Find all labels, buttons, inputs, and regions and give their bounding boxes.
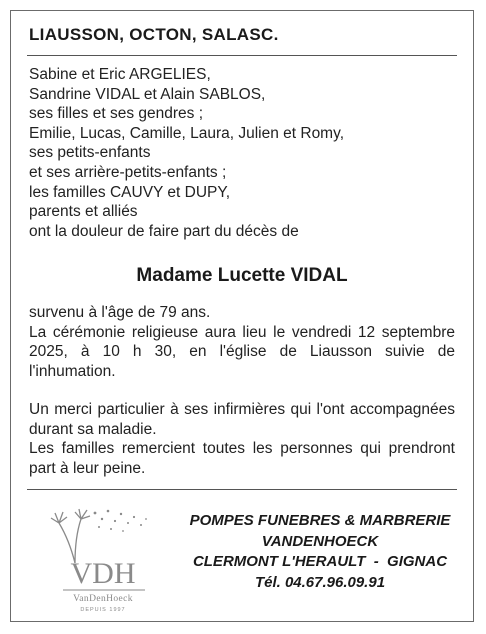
logo-name: VanDenHoeck (73, 594, 133, 604)
ceremony-text: La cérémonie religieuse aura lieu le vendredi 12 septembre 2025, à 10 h 30, en l'église de Liausson suivie de l'inhumation. (29, 323, 455, 380)
bottom-divider (27, 489, 457, 490)
family-line: parents et alliés (29, 203, 138, 221)
funeral-home-locations: CLERMONT L'HERAULT - GIGNAC (192, 553, 448, 570)
family-list (29, 65, 344, 241)
family-line: les familles CAUVY et DUPY, (29, 183, 231, 201)
funeral-home-phone: Tél. 04.67.96.09.91 (254, 573, 386, 591)
logo-since: DEPUIS 1997 (80, 607, 126, 613)
family-line: Emilie, Lucas, Camille, Laura, Julien et Romy, (29, 124, 345, 142)
family-line: et ses arrière-petits-enfants ; (29, 163, 227, 181)
funeral-home-title: POMPES FUNEBRES & MARBRERIE (189, 512, 451, 529)
funeral-home-name: VANDENHOECK (261, 532, 379, 550)
dandelion-icon (51, 509, 147, 563)
ceremony-paragraph (29, 303, 455, 381)
thanks-families-text: Les familles remercient toutes les personnes qui prendront part à leur peine. (29, 440, 455, 477)
vdh-logo (45, 499, 165, 617)
thanks-nurses-text: Un merci particulier à ses infirmières qui l'ont accompagnées durant sa maladie. (29, 401, 455, 438)
top-divider (27, 55, 457, 56)
family-line: ont la douleur de faire part du décès de (29, 222, 299, 240)
family-line: Sabine et Eric ARGELIES, (29, 66, 211, 83)
place-heading: LIAUSSON, OCTON, SALASC. (29, 25, 279, 44)
funeral-home-info (177, 511, 463, 593)
thanks-paragraph (29, 400, 455, 478)
family-line: ses petits-enfants (29, 144, 151, 162)
logo-monogram: VDH (70, 557, 136, 590)
obituary-notice (10, 10, 474, 622)
family-line: ses filles et ses gendres ; (29, 105, 204, 123)
age-line: survenu à l'âge de 79 ans. (29, 304, 211, 321)
deceased-name: Madame Lucette VIDAL (136, 265, 348, 286)
family-line: Sandrine VIDAL et Alain SABLOS, (29, 85, 266, 103)
